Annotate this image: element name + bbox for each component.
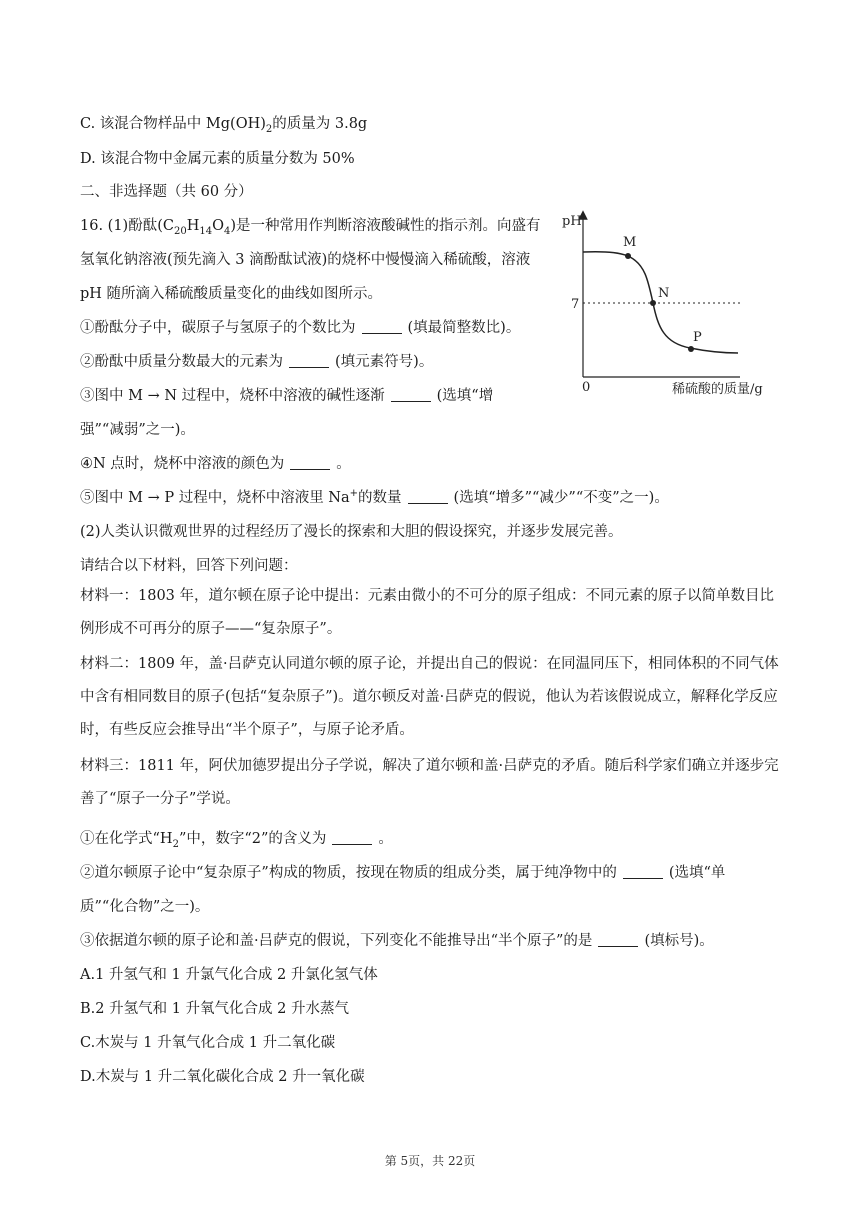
answer-blank [623, 864, 663, 879]
origin-label: 0 [582, 380, 591, 395]
q16-sub1: ①酚酞分子中，碳原子与氢原子的个数比为 (填最简整数比)。 [80, 320, 521, 336]
answer-blank [332, 830, 372, 845]
option-a: A.1 升氢气和 1 升氯气化合成 2 升氯化氢气体 [80, 967, 378, 983]
point-n-label: N [658, 286, 670, 301]
option-d: D. 该混合物中金属元素的质量分数为 50% [80, 151, 355, 167]
q16-sub2: ②酚酞中质量分数最大的元素为 (填元素符号)。 [80, 354, 434, 370]
point-p [688, 346, 694, 352]
answer-blank [289, 353, 329, 368]
point-m [625, 253, 631, 259]
section-title: 二、非选择题（共 60 分） [80, 184, 253, 200]
q16-t1: ①在化学式“$H_2$”中，数字“2”的含义为 。 [80, 831, 393, 850]
answer-blank [391, 387, 431, 402]
y-tick-7: 7 [571, 297, 580, 312]
answer-blank [362, 319, 402, 334]
material-3: 材料三：1811 年，阿伏加德罗提出分子学说，解决了道尔顿和盖·吕萨克的矛盾。随后科学家们确立并逐步完善了“原子一分子”学说。 [80, 758, 779, 807]
q16-intro: 16. (1)酚酞$(C_{20}H_{14}O_4)$是一种常用作判断溶液酸碱性的指示剂。向盛有 [80, 218, 541, 237]
option-c2: C.木炭与 1 升氧气化合成 1 升二氧化碳 [80, 1035, 336, 1051]
y-axis-label: pH [562, 214, 582, 229]
q16-sub4: ④N 点时，烧杯中溶液的颜色为 。 [80, 456, 351, 472]
q16-t3: ③依据道尔顿的原子论和盖·吕萨克的假说，下列变化不能推导出“半个原子”的是 (填标号)。 [80, 933, 714, 949]
point-p-label: P [693, 330, 702, 345]
point-m-label: M [623, 235, 637, 250]
q16-line3: pH 随所滴入稀硫酸质量变化的曲线如图所示。 [80, 286, 383, 302]
q16-sub3: ③图中 M → N 过程中，烧杯中溶液的碱性逐渐 (选填“增 [80, 388, 494, 404]
answer-blank [408, 489, 448, 504]
ph-chart [560, 205, 785, 400]
option-c: C. 该混合物样品中 $Mg(OH)_2$的质量为 3.8g [80, 116, 368, 135]
option-d2: D.木炭与 1 升二氧化碳化合成 2 升一氧化碳 [80, 1069, 365, 1085]
ph-curve [583, 252, 738, 353]
page-footer: 第 5页，共 22页 [384, 1154, 476, 1168]
x-axis-label: 稀硫酸的质量/g [672, 382, 763, 397]
q16-part2: (2)人类认识微观世界的过程经历了漫长的探索和大胆的假设探究，并逐步发展完善。 [80, 524, 623, 540]
q16-t2-cont: 质”“化合物”之一)。 [80, 899, 210, 915]
q16-sub5: ⑤图中 M → P 过程中，烧杯中溶液里 Na+的数量 (选填“增多”“减少”“不变”之一)。 [80, 488, 669, 506]
answer-blank [290, 455, 330, 470]
option-b: B.2 升氢气和 1 升氧气化合成 2 升水蒸气 [80, 1001, 349, 1017]
answer-blank [598, 932, 638, 947]
q16-prompt: 请结合以下材料，回答下列问题： [80, 558, 298, 574]
point-n [650, 300, 656, 306]
q16-line2: 氢氧化钠溶液(预先滴入 3 滴酚酞试液)的烧杯中慢慢滴入稀硫酸，溶液 [80, 252, 531, 268]
material-1: 材料一：1803 年，道尔顿在原子论中提出：元素由微小的不可分的原子组成：不同元素的原子以简单数目比例形成不可再分的原子——“复杂原子”。 [80, 588, 775, 637]
q16-sub3-cont: 强”“减弱”之一)。 [80, 422, 195, 438]
material-2: 材料二：1809 年，盖·吕萨克认同道尔顿的原子论，并提出自己的假说：在同温同压下，相同体积的不同气体中含有相同数目的原子(包括“复杂原子”)。道尔顿反对盖·吕萨克的假说，他认为若该假说成立，解释化学反应时，有些反应会推导出“半个原子”，与原子论矛盾。 [80, 656, 779, 738]
q16-t2: ②道尔顿原子论中“复杂原子”构成的物质，按现在物质的组成分类，属于纯净物中的 (选填“单 [80, 865, 726, 881]
